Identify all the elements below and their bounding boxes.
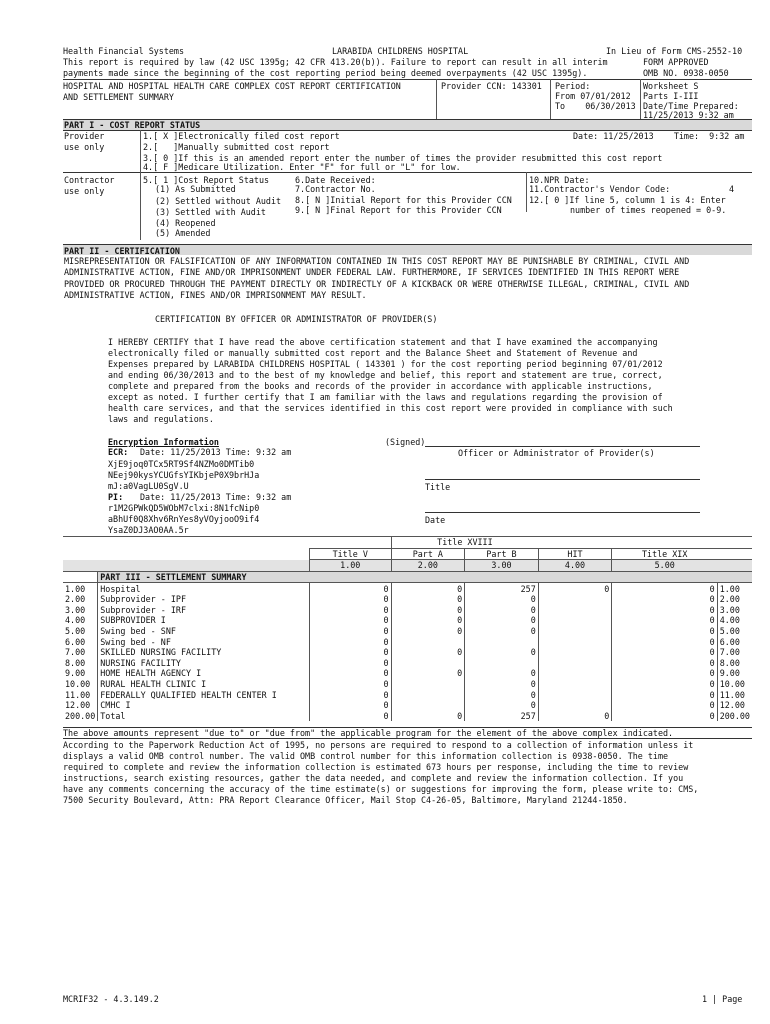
cell-value: 0	[391, 583, 465, 594]
warning-line-1: MISREPRESENTATION OR FALSIFICATION OF ANY INFORMATION CONTAINED IN THIS COST REPORT MAY BE PUNISHABLE BY CRIMINAL, CIVIL AND	[64, 256, 690, 266]
system-name: Health Financial Systems	[63, 46, 185, 56]
cell-value	[538, 700, 612, 711]
cell-value: 0	[538, 711, 612, 722]
cell-value: 0	[612, 636, 717, 647]
row-number-right: 4.00	[717, 615, 752, 626]
col-num-4: 4.00	[538, 560, 612, 572]
pi-code-2: aBhUf0Q8Xhv6RnYes8yVOyjooO9if4	[108, 514, 260, 524]
row-label: Hospital	[98, 583, 310, 594]
provider-use-label: Provider	[64, 131, 105, 141]
col-num-3: 3.00	[465, 560, 539, 572]
parts-label: Parts I-III	[643, 91, 699, 101]
vendor-code: 4	[729, 184, 735, 194]
cell-value	[391, 700, 465, 711]
cert-line-7: health care services, and that the services identified in this cost report were provided in compliance with such	[108, 403, 673, 413]
cell-value: 257	[465, 583, 539, 594]
cell-value	[391, 679, 465, 690]
title-xviii-header: Title XVIII	[391, 537, 538, 549]
part-1-heading: PART I - COST REPORT STATUS	[64, 120, 201, 130]
ecr-code-2: NEej90kysYCUGfsYIKbjeP0X9brHJa	[108, 470, 260, 480]
col-num-1: 1.00	[309, 560, 391, 572]
row-label: Swing bed - NF	[98, 636, 310, 647]
row-label: HOME HEALTH AGENCY I	[98, 668, 310, 679]
row-label: NURSING FACILITY	[98, 658, 310, 669]
signed-label: (Signed)	[385, 437, 426, 447]
cell-value: 0	[309, 668, 391, 679]
row-number-right: 2.00	[717, 594, 752, 605]
table-row	[63, 583, 752, 594]
date-prepared: 11/25/2013 9:32 am	[643, 110, 734, 120]
cell-value: 0	[465, 700, 539, 711]
paperwork-line-2: displays a valid OMB control number. The valid OMB control number for this information collection is 0938-0050. The time	[63, 751, 669, 761]
cell-value	[538, 626, 612, 637]
paperwork-line-5: have any comments concerning the accuracy of the time estimate(s) or suggestions for improving the form, please write to: CMS,	[63, 784, 699, 794]
table-row	[63, 668, 752, 679]
row-number-right: 1.00	[717, 583, 752, 594]
table-row	[63, 689, 752, 700]
cell-value	[538, 679, 612, 690]
cell-value: 0	[612, 594, 717, 605]
row-number-right: 5.00	[717, 626, 752, 637]
pi-date: Date: 11/25/2013 Time: 9:32 am	[140, 492, 292, 502]
cell-value: 0	[309, 583, 391, 594]
row-number-right: 9.00	[717, 668, 752, 679]
cell-value: 0	[309, 605, 391, 616]
cell-value: 0	[391, 605, 465, 616]
legal-notice-line-2: payments made since the beginning of the cost reporting period being deemed overpayments (42 USC 1395g).	[63, 68, 588, 78]
row-label: Total	[98, 711, 310, 722]
amounts-note: The above amounts represent "due to" or "due from" the applicable program for the element of the above complex indicated.	[63, 728, 674, 738]
warning-line-4: ADMINISTRATIVE ACTION, FINES AND/OR IMPRISONMENT MAY RESULT.	[64, 290, 367, 300]
cert-line-5: complete and prepared from the books and records of the provider in accordance with applicable instructions,	[108, 381, 653, 391]
cell-value: 0	[465, 679, 539, 690]
software-version: MCRIF32 - 4.3.149.2	[63, 994, 159, 1004]
cert-line-4: and ending 06/30/2013 and to the best of my knowledge and belief, this report and statement are true, correct,	[108, 370, 663, 380]
report-title-line-1: HOSPITAL AND HOSPITAL HEALTH CARE COMPLEX COST REPORT CERTIFICATION	[63, 81, 401, 91]
cert-line-6: except as noted. I further certify that I am familiar with the laws and regulations regarding the provision of	[108, 392, 663, 402]
table-row	[63, 647, 752, 658]
row-number-right: 6.00	[717, 636, 752, 647]
row-label: RURAL HEALTH CLINIC I	[98, 679, 310, 690]
cell-value: 0	[612, 658, 717, 669]
row-number: 10.00	[65, 679, 91, 690]
cell-value: 0	[538, 583, 612, 594]
cell-value: 0	[391, 615, 465, 626]
row-number: 3.00	[65, 604, 86, 615]
table-row	[63, 711, 752, 722]
pi-code-1: r1M2GPWkQD5WObM7clxi:8N1fcNip0	[108, 503, 260, 513]
item-7: 7.Contractor No.	[295, 184, 376, 194]
cell-value: 0	[309, 615, 391, 626]
status-1: (1) As Submitted	[155, 184, 236, 194]
paperwork-line-3: required to complete and review the information collection is estimated 673 hours per response, including the time to review	[63, 762, 689, 772]
cell-value: 0	[309, 711, 391, 722]
item-5: 5.[ 1 ]Cost Report Status	[143, 175, 270, 185]
cert-line-8: laws and regulations.	[108, 414, 214, 424]
row-number: 12.00	[65, 700, 91, 711]
table-row	[63, 605, 752, 616]
cell-value: 0	[612, 689, 717, 700]
item-11: 11.Contractor's Vendor Code:	[529, 184, 671, 194]
cell-value: 0	[612, 626, 717, 637]
cell-value: 0	[309, 647, 391, 658]
cell-value: 0	[612, 679, 717, 690]
status-4: (4) Reopened	[155, 218, 216, 228]
row-number: 2.00	[65, 594, 86, 605]
contractor-use-label-2: use only	[64, 186, 105, 196]
cell-value: 0	[465, 647, 539, 658]
row-number-right: 11.00	[717, 689, 752, 700]
cell-value: 0	[391, 668, 465, 679]
form-reference: In Lieu of Form CMS-2552-10	[606, 46, 743, 56]
part-2-heading: PART II - CERTIFICATION	[64, 246, 180, 256]
row-number: 7.00	[65, 647, 86, 658]
paperwork-line-6: 7500 Security Boulevard, Attn: PRA Report Clearance Officer, Mail Stop C4-26-05, Baltimore, Maryland 21244-1850.	[63, 795, 628, 805]
item-6: 6.Date Received:	[295, 175, 376, 185]
report-title-line-2: AND SETTLEMENT SUMMARY	[63, 92, 174, 102]
cell-value: 0	[391, 711, 465, 722]
cell-value	[538, 615, 612, 626]
date-prepared-label: Date/Time Prepared:	[643, 101, 739, 111]
cell-value	[538, 636, 612, 647]
cell-value: 0	[465, 668, 539, 679]
pi-code-3: YsaZ0DJ3AO0AA.5r	[108, 525, 189, 535]
cell-value: 0	[612, 615, 717, 626]
row-number: 1.00	[63, 583, 98, 594]
cell-value: 0	[612, 700, 717, 711]
cell-value: 0	[309, 679, 391, 690]
settlement-summary-table	[63, 536, 752, 721]
table-row	[63, 679, 752, 690]
cell-value	[538, 668, 612, 679]
col-header-part-a: Part A	[391, 548, 465, 560]
cell-value: 0	[612, 668, 717, 679]
cell-value: 0	[465, 605, 539, 616]
item-4: 4.[ F ]Medicare Utilization. Enter "F" for full or "L" for low.	[143, 162, 461, 172]
legal-notice-line-1: This report is required by law (42 USC 1395g; 42 CFR 413.20(b)). Failure to report can result in all interim	[63, 57, 608, 67]
table-row	[63, 626, 752, 637]
certification-title: CERTIFICATION BY OFFICER OR ADMINISTRATOR OF PROVIDER(S)	[155, 314, 438, 324]
col-header-hit: HIT	[538, 548, 612, 560]
cell-value: 0	[465, 689, 539, 700]
warning-line-2: ADMINISTRATIVE ACTION, FINE AND/OR IMPRISONMENT UNDER FEDERAL LAW. FURTHERMORE, IF SERVICES IDENTIFIED IN THIS REPORT WERE	[64, 267, 680, 277]
item-9: 9.[ N ]Final Report for this Provider CCN	[295, 205, 502, 215]
date-label: Date	[425, 515, 446, 525]
cell-value: 257	[465, 711, 539, 722]
cell-value: 0	[309, 626, 391, 637]
period-label: Period:	[555, 81, 591, 91]
item-12-note: number of times reopened = 0-9.	[570, 205, 727, 215]
row-number: 200.00	[65, 710, 96, 721]
cell-value	[391, 636, 465, 647]
table-row	[63, 658, 752, 669]
paperwork-line-1: According to the Paperwork Reduction Act of 1995, no persons are required to respond to a collection of information unless it	[63, 740, 694, 750]
officer-label: Officer or Administrator of Provider(s)	[458, 448, 655, 458]
worksheet-label: Worksheet S	[643, 81, 699, 91]
cell-value: 0	[612, 583, 717, 594]
cell-value	[538, 689, 612, 700]
row-label: SKILLED NURSING FACILITY	[98, 647, 310, 658]
item-2: 2.[ ]Manually submitted cost report	[143, 142, 330, 152]
row-number: 4.00	[65, 615, 86, 626]
cell-value: 0	[391, 626, 465, 637]
page-number: 1 | Page	[702, 994, 743, 1004]
status-3: (3) Settled with Audit	[155, 207, 266, 217]
item-8: 8.[ N ]Initial Report for this Provider CCN	[295, 195, 512, 205]
row-number: 5.00	[65, 626, 86, 637]
cert-line-3: Expenses prepared by LARABIDA CHILDRENS HOSPITAL ( 143301 ) for the cost reporting period beginning 07/01/2012	[108, 359, 663, 369]
ecr-code-3: mJ:a0VagLU0SgV.U	[108, 481, 189, 491]
item-3: 3.[ 0 ]If this is an amended report enter the number of times the provider resubmitted this cost report	[143, 153, 663, 163]
col-header-title-xix: Title XIX	[612, 548, 717, 560]
status-2: (2) Settled without Audit	[155, 196, 282, 206]
item-10: 10.NPR Date:	[529, 175, 590, 185]
pi-label: PI:	[108, 492, 124, 502]
cell-value	[538, 605, 612, 616]
cell-value: 0	[391, 594, 465, 605]
title-label: Title	[425, 482, 451, 492]
omb-number: OMB NO. 0938-0050	[643, 68, 729, 78]
row-number-right: 12.00	[717, 700, 752, 711]
cell-value: 0	[309, 658, 391, 669]
cert-line-1: I HEREBY CERTIFY that I have read the above certification statement and that I have examined the accompanying	[108, 337, 658, 347]
provider-name: LARABIDA CHILDRENS HOSPITAL	[332, 46, 469, 56]
ecr-code-1: XjE9joq0TCx5RT9Sf4NZMo0DMTib0	[108, 459, 255, 469]
row-number: 9.00	[65, 668, 86, 679]
row-label: Swing bed - SNF	[98, 626, 310, 637]
cell-value: 0	[309, 636, 391, 647]
row-number: 11.00	[65, 689, 91, 700]
provider-use-label-2: use only	[64, 142, 105, 152]
contractor-use-label: Contractor	[64, 175, 115, 185]
cell-value: 0	[612, 647, 717, 658]
table-row	[63, 700, 752, 711]
cell-value	[391, 689, 465, 700]
cell-value	[538, 594, 612, 605]
col-header-title-v: Title V	[309, 548, 391, 560]
col-num-5: 5.00	[612, 560, 717, 572]
row-label: FEDERALLY QUALIFIED HEALTH CENTER I	[98, 689, 310, 700]
item-12: 12.[ 0 ]If line 5, column 1 is 4: Enter	[529, 195, 726, 205]
cell-value	[538, 658, 612, 669]
cell-value: 0	[612, 605, 717, 616]
row-number-right: 10.00	[717, 679, 752, 690]
table-row	[63, 594, 752, 605]
ecr-label: ECR:	[108, 447, 129, 457]
table-row	[63, 636, 752, 647]
table-row	[63, 615, 752, 626]
row-label: SUBPROVIDER I	[98, 615, 310, 626]
cell-value: 0	[309, 689, 391, 700]
cell-value: 0	[309, 594, 391, 605]
cell-value	[465, 658, 539, 669]
cell-value	[465, 636, 539, 647]
row-number-right: 3.00	[717, 605, 752, 616]
row-label: CMHC I	[98, 700, 310, 711]
cell-value	[391, 658, 465, 669]
row-number-right: 200.00	[717, 711, 752, 722]
cell-value: 0	[612, 711, 717, 722]
row-number: 8.00	[65, 657, 86, 668]
cell-value	[538, 647, 612, 658]
col-header-part-b: Part B	[465, 548, 539, 560]
paperwork-line-4: instructions, search existing resources, gather the data needed, and complete and review the information collection. If you	[63, 773, 684, 783]
filed-date-time: Date: 11/25/2013 Time: 9:32 am	[573, 131, 745, 141]
ecr-date: Date: 11/25/2013 Time: 9:32 am	[140, 447, 292, 457]
cell-value: 0	[309, 700, 391, 711]
encryption-title: Encryption Information	[108, 437, 219, 447]
row-label: Subprovider - IPF	[98, 594, 310, 605]
provider-ccn: Provider CCN: 143301	[441, 81, 542, 91]
cert-line-2: electronically filed or manually submitted cost report and the Balance Sheet and Statement of Revenue and	[108, 348, 638, 358]
part-3-heading: PART III - SETTLEMENT SUMMARY	[98, 571, 752, 583]
col-num-2: 2.00	[391, 560, 465, 572]
period-from: From 07/01/2012	[555, 91, 631, 101]
cell-value: 0	[465, 594, 539, 605]
warning-line-3: PROVIDED OR PROCURED THROUGH THE PAYMENT DIRECTLY OR INDIRECTLY OF A KICKBACK OR WERE OTHERWISE ILLEGAL, CRIMINAL, CIVIL AND	[64, 279, 690, 289]
period-to: To 06/30/2013	[555, 101, 636, 111]
item-1: 1.[ X ]Electronically filed cost report	[143, 131, 340, 141]
row-number-right: 8.00	[717, 658, 752, 669]
row-number: 6.00	[65, 636, 86, 647]
row-number-right: 7.00	[717, 647, 752, 658]
cell-value: 0	[391, 647, 465, 658]
cell-value: 0	[465, 626, 539, 637]
form-approved: FORM APPROVED	[643, 57, 709, 67]
cell-value: 0	[465, 615, 539, 626]
row-label: Subprovider - IRF	[98, 605, 310, 616]
status-5: (5) Amended	[155, 228, 211, 238]
